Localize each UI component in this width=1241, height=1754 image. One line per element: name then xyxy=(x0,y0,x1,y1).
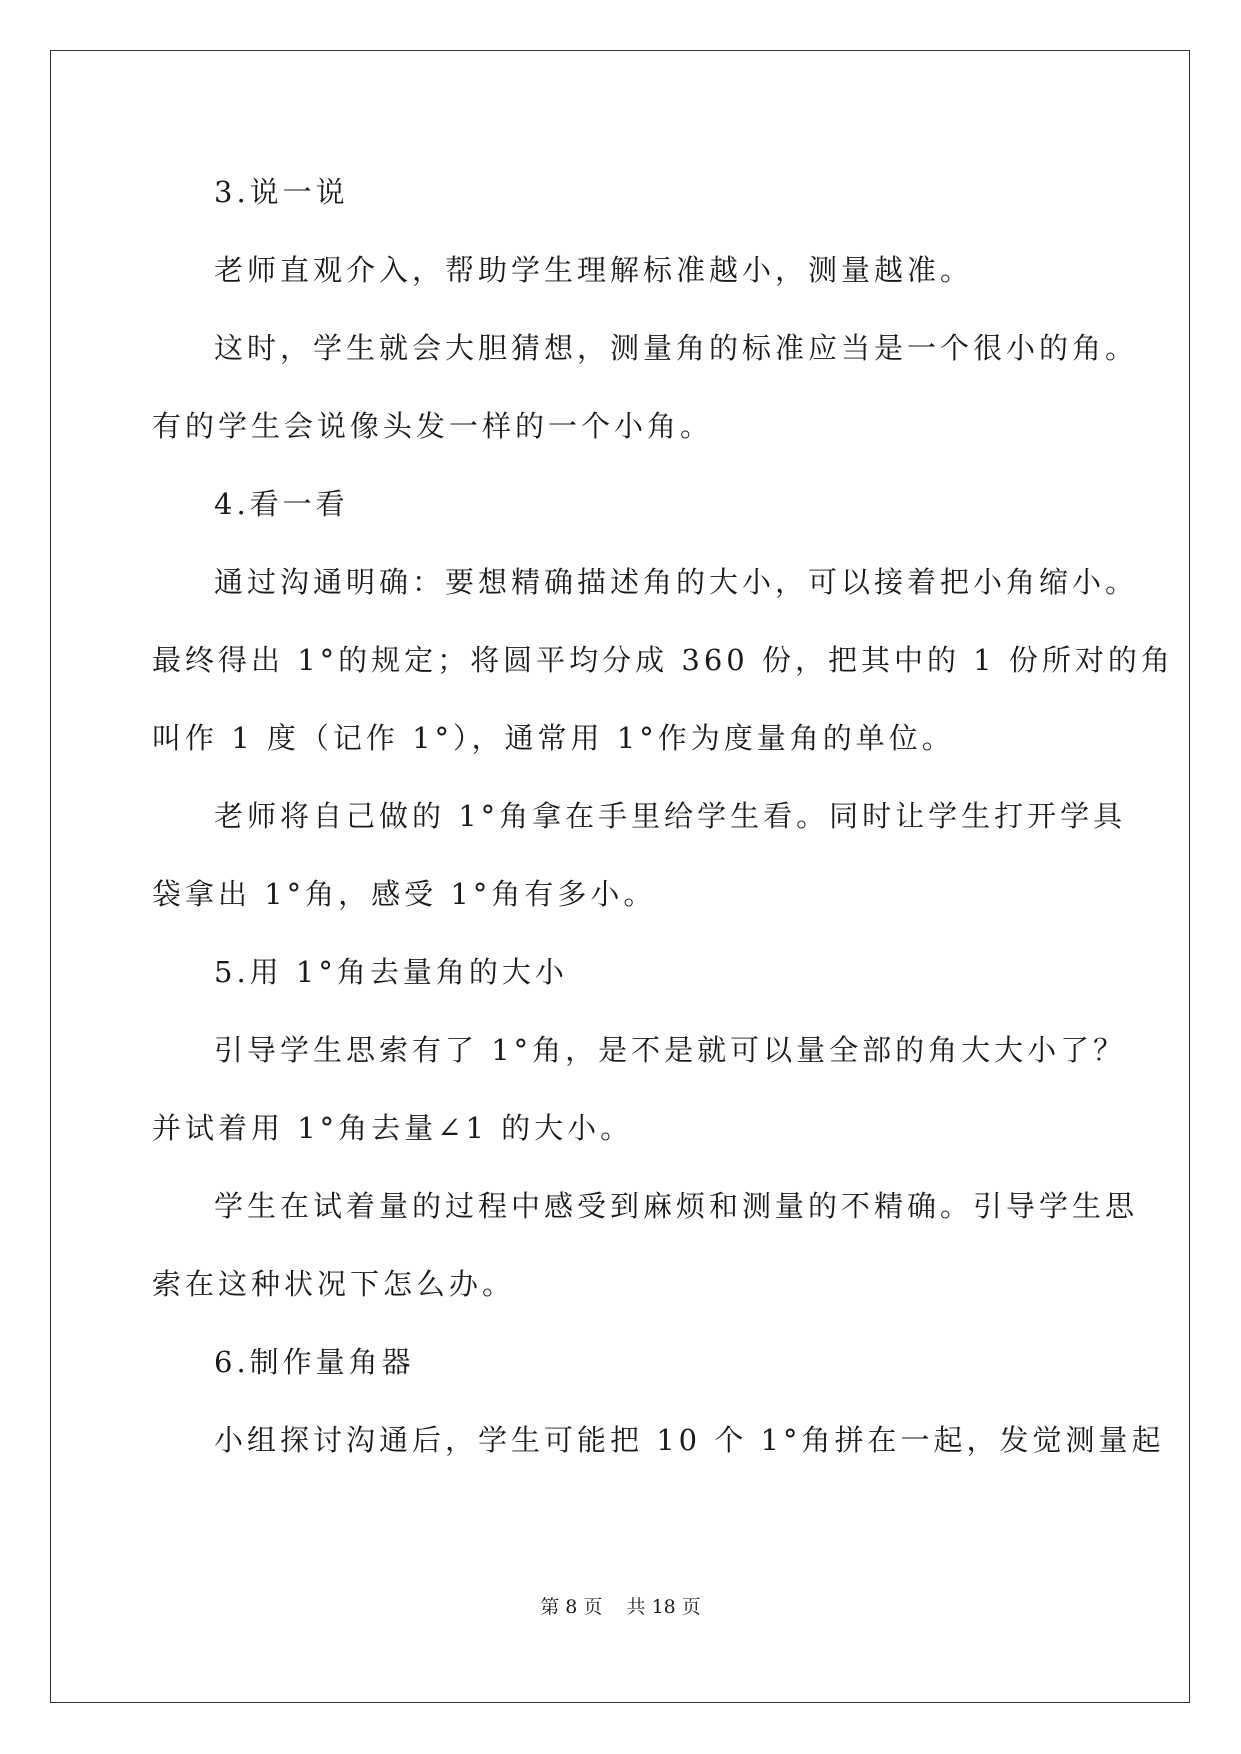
paragraph-line: 最终得出 1°的规定；将圆平均分成 360 份，把其中的 1 份所对的角 xyxy=(152,643,1174,677)
paragraph-line: 有的学生会说像头发一样的一个小角。 xyxy=(152,409,714,443)
paragraph-line: 袋拿出 1°角，感受 1°角有多小。 xyxy=(152,877,657,911)
paragraph-line: 这时，学生就会大胆猜想，测量角的标准应当是一个很小的角。 xyxy=(214,331,1139,365)
paragraph-line: 小组探讨沟通后，学生可能把 10 个 1°角拼在一起，发觉测量起 xyxy=(214,1423,1165,1457)
heading-5: 5.用 1°角去量角的大小 xyxy=(214,955,568,989)
paragraph-line: 学生在试着量的过程中感受到麻烦和测量的不精确。引导学生思 xyxy=(214,1189,1139,1223)
page-total: 共 18 页 xyxy=(626,1596,701,1618)
paragraph-line: 索在这种状况下怎么办。 xyxy=(152,1267,516,1301)
paragraph-line: 引导学生思索有了 1°角，是不是就可以量全部的角大大小了？ xyxy=(214,1033,1127,1067)
heading-4: 4.看一看 xyxy=(214,487,349,521)
paragraph-line: 叫作 1 度（记作 1°），通常用 1°作为度量角的单位。 xyxy=(152,721,955,755)
page-footer xyxy=(0,1594,1241,1620)
paragraph-line: 通过沟通明确：要想精确描述角的大小，可以接着把小角缩小。 xyxy=(214,565,1139,599)
paragraph-line: 并试着用 1°角去量∠1 的大小。 xyxy=(152,1111,634,1145)
paragraph-line: 老师直观介入，帮助学生理解标准越小，测量越准。 xyxy=(214,253,974,287)
page-number: 第 8 页 xyxy=(540,1596,603,1618)
heading-3: 3.说一说 xyxy=(214,175,349,209)
heading-6: 6.制作量角器 xyxy=(214,1345,415,1379)
paragraph-line: 老师将自己做的 1°角拿在手里给学生看。同时让学生打开学具 xyxy=(214,799,1127,833)
